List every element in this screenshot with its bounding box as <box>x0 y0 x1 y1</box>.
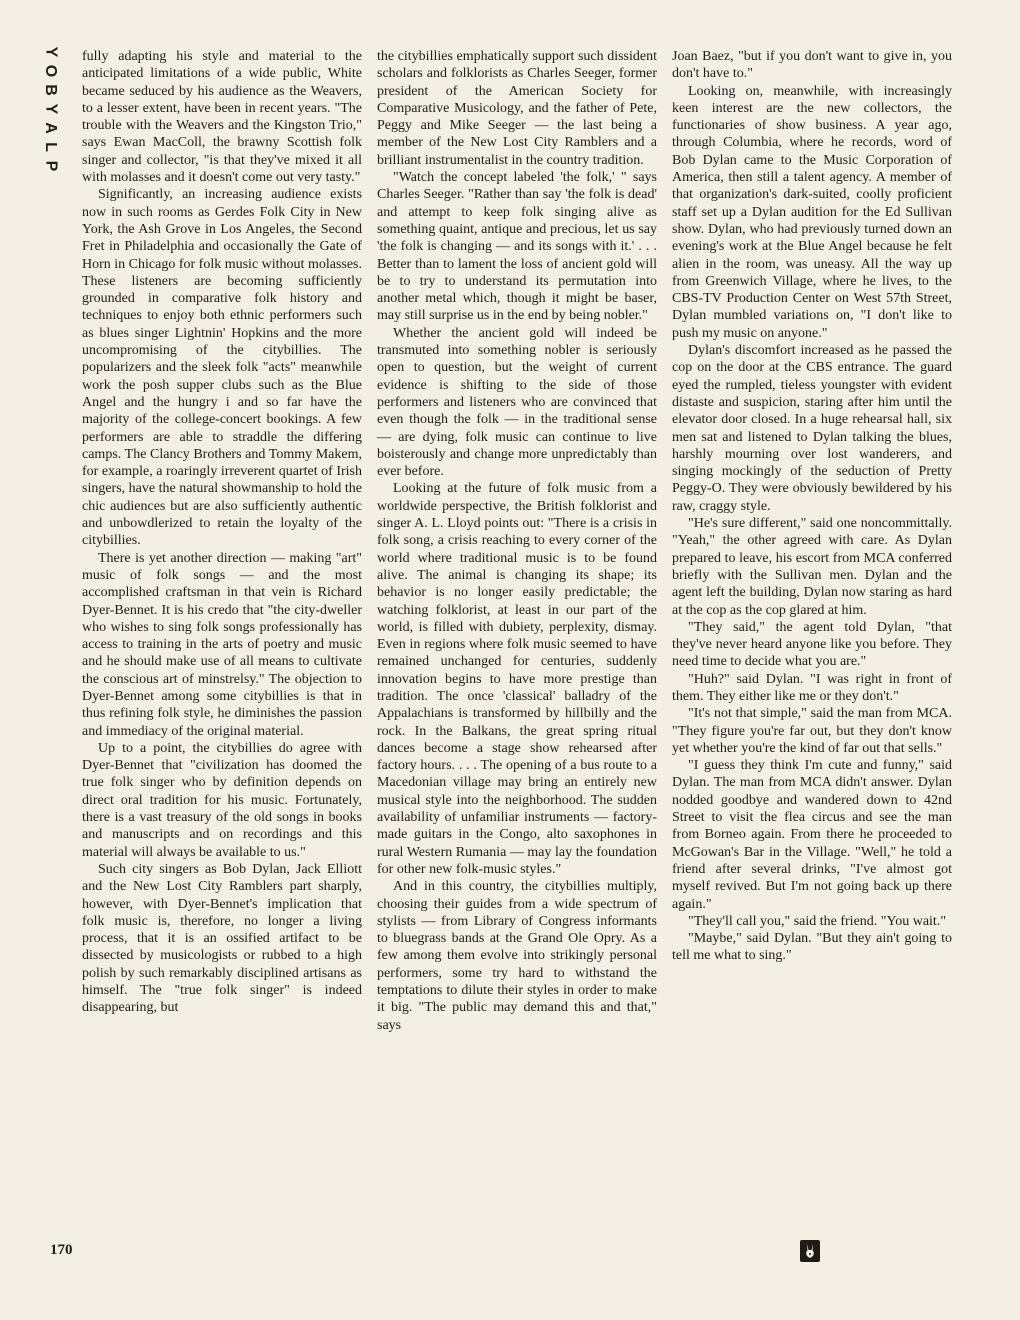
masthead-letter: B <box>42 84 59 96</box>
paragraph: the citybillies emphatically support such dissident scholars and folklorists as Charles Seeger, former president of the American Society for Comparative Musicology, and the father of Pete, Peggy and Mike Seeger — the last being a member of the New Lost City Ramblers and a brilliant instrumentalist in the country tradition. <box>377 49 657 168</box>
paragraph: "They said," the agent told Dylan, "that they've never heard anyone like you before. They need time to decide what you are." <box>672 619 952 670</box>
paragraph: Looking at the future of folk music from a worldwide perspective, the British folklorist and singer A. L. Lloyd points out: "There is a crisis in folk song, a crisis reaching to every corner of the world where traditional music is to be found alive. The animal is changing its shape; its behavior is no longer easily predictable; the watching folklorist, at least in our part of the world, is filled with dubiety, perplexity, dismay. Even in regions where folk music seemed to have remained unchanged for centuries, suddenly innovation begins to have more prestige than tradition. The once 'classical' balladry of the Appalachians is transformed by hillbilly and the rock. In the Balkans, the great spring ritual dances become a stage show rehearsed after factory hours. . . . The opening of a bus route to a Macedonian village may bring an entirely new musical style into the neighborhood. The sudden availability of unfamiliar instruments — factory-made guitars in the Congo, alto saxophones in rural Western Rumania — may lay the foundation for other new folk-music styles." <box>377 481 657 877</box>
rabbit-head-end-mark-icon <box>800 1240 820 1262</box>
page-number: 170 <box>50 1242 73 1258</box>
paragraph: "I guess they think I'm cute and funny," said Dylan. The man from MCA didn't answer. Dylan nodded goodbye and wandered down to 42nd Street to visit the flea circus and see the man from Borneo again. From there he proceeded to McGowan's Bar in the Village. "Well," he told a friend after several drinks, "I've almost got myself revived. But I'm not going back up there again." <box>672 758 952 912</box>
rabbit-head-icon <box>803 1243 817 1259</box>
paragraph: "Watch the concept labeled 'the folk,' " says Charles Seeger. "Rather than say 'the folk is dead' and attempt to keep folk singing alive as something quaint, antique and precious, let us say 'the folk is changing — and its songs with it.' . . . Better than to lament the loss of ancient gold will be to try to understand its permutation into another metal which, though it might be baser, may still surprise us in the end by being nobler." <box>377 170 657 324</box>
paragraph: fully adapting his style and material to the anticipated limitations of a wide public, White became seduced by his audience as the Weavers, to a lesser extent, have been in recent years. "The trouble with the Weavers and the Kingston Trio," says Ewan MacColl, the brawny Scottish folk singer and collector, "is that they've mixed it all with molasses and it doesn't come out very tasty." <box>82 49 362 186</box>
article-column-2 <box>377 48 657 1034</box>
masthead-letter: Y <box>41 46 59 58</box>
paragraph: "Maybe," said Dylan. "But they ain't going to tell me what to sing." <box>672 931 952 964</box>
paragraph: Such city singers as Bob Dylan, Jack Elliott and the New Lost City Ramblers part sharply, however, with Dyer-Bennet's implication that folk music is, therefore, no longer a living process, that it is an ossified artifact to be dissected by musicologists or rubbed to a high polish by such remarkably disciplined artisans as himself. The "true folk singer" is indeed disappearing, but <box>82 861 362 1016</box>
article-column-3 <box>672 48 952 965</box>
paragraph: Joan Baez, "but if you don't want to give in, you don't have to." <box>672 49 952 82</box>
paragraph: "They'll call you," said the friend. "You wait." <box>688 913 947 929</box>
paragraph: Dylan's discomfort increased as he passed the cop on the door at the CBS entrance. The guard eyed the rumpled, tieless youngster with evident distaste and suspicion, staring after him until the elevator door closed. In a huge rehearsal hall, six men sat and listened to Dylan talking the blues, harshly mourning over lost wanderers, and singing mockingly of the seduction of Pretty Peggy-O. They were obviously bewildered by his raw, craggy style. <box>672 343 952 514</box>
paragraph: Up to a point, the citybillies do agree with Dyer-Bennet that "civilization has doomed the true folk singer who by definition depends on direct oral tradition for his music. Fortunately, there is a vast treasury of the old songs in books and manuscripts and on recordings and this material will always be available to us." <box>82 740 362 860</box>
masthead-letter: Y <box>41 103 59 115</box>
paragraph: "It's not that simple," said the man from MCA. "They figure you're far out, but they don't know yet whether you're the kind of far out that sells." <box>672 706 952 756</box>
masthead-letter: P <box>41 160 59 172</box>
masthead-letter: O <box>41 64 59 78</box>
paragraph: "He's sure different," said one noncommittally. "Yeah," the other agreed with care. As Dylan prepared to leave, his escort from MCA conferred briefly with the Sullivan men. Dylan and the agent left the building, Dylan now staring as hard at the cop as the cop glared at him. <box>672 516 952 618</box>
paragraph: There is yet another direction — making "art" music of folk songs — and the most accomplished craftsman in that vein is Richard Dyer-Bennet. It is his credo that "the city-dweller who wishes to sing folk songs professionally has access to training in the arts of poetry and music and he should make use of all means to cultivate the conscious art of minstrelsy." The objection to Dyer-Bennet among some citybillies is that in thus refining folk style, he diminishes the passion and immediacy of the original material. <box>82 550 362 739</box>
paragraph: Looking on, meanwhile, with increasingly keen interest are the new collectors, the functionaries of show business. A year ago, through Columbia, where he records, word of Bob Dylan came to the Music Corporation of America, then still a talent agency. A member of that organization's dark-suited, coolly proficient staff set up a Dylan audition for the Ed Sullivan show. Dylan, who had previously turned down an evening's work at the Blue Angel because he felt alien in the room, was uneasy. All the way up from Greenwich Village, where he lives, to the CBS-TV Production Center on West 57th Street, Dylan mumbled variations on, "I don't like to push my music on anyone." <box>672 83 952 341</box>
masthead-letter: A <box>42 122 59 134</box>
paragraph: "Huh?" said Dylan. "I was right in front of them. They either like me or they don't." <box>672 671 952 704</box>
paragraph: Significantly, an increasing audience exists now in such rooms as Gerdes Folk City in New York, the Ash Grove in Los Angeles, the Second Fret in Philadelphia and occasionally the Gate of Horn in Chicago for folk music without molasses. These listeners are becoming sufficiently grounded in comparative folk history and techniques to enjoy both ethnic performers such as blues singer Lightnin' Hopkins and the more uncompromising of the citybillies. The popularizers and the sleek folk "acts" meanwhile work the posh supper clubs such as the Blue Angel and the hungry i and so far have the majority of the college-concert bookings. A few performers are able to straddle the differing camps. The Clancy Brothers and Tommy Makem, for example, a roaringly irreverent quartet of Irish singers, have the natural showmanship to hold the chic audiences but are also sufficiently authentic and unbowdlerized to retain the loyalty of the citybillies. <box>82 187 362 549</box>
playboy-masthead <box>30 44 70 174</box>
article-column-1 <box>82 48 362 1017</box>
masthead-letter: L <box>42 142 59 152</box>
paragraph: Whether the ancient gold will indeed be transmuted into something nobler is seriously open to question, but the weight of current evidence is shifting to the side of those performers and listeners who are convinced that even though the folk — in the traditional sense — are dying, folk music can continue to live boisterously and change more unpredictably than ever before. <box>377 325 657 480</box>
paragraph: And in this country, the citybillies multiply, choosing their guides from a wide spectrum of stylists — from Library of Congress informants to bluegrass bands at the Grand Ole Opry. As a few among them evolve into strikingly personal performers, some try hard to withstand the temptations to dilute their styles in order to make it big. "The public may demand this and that," says <box>377 879 657 1033</box>
